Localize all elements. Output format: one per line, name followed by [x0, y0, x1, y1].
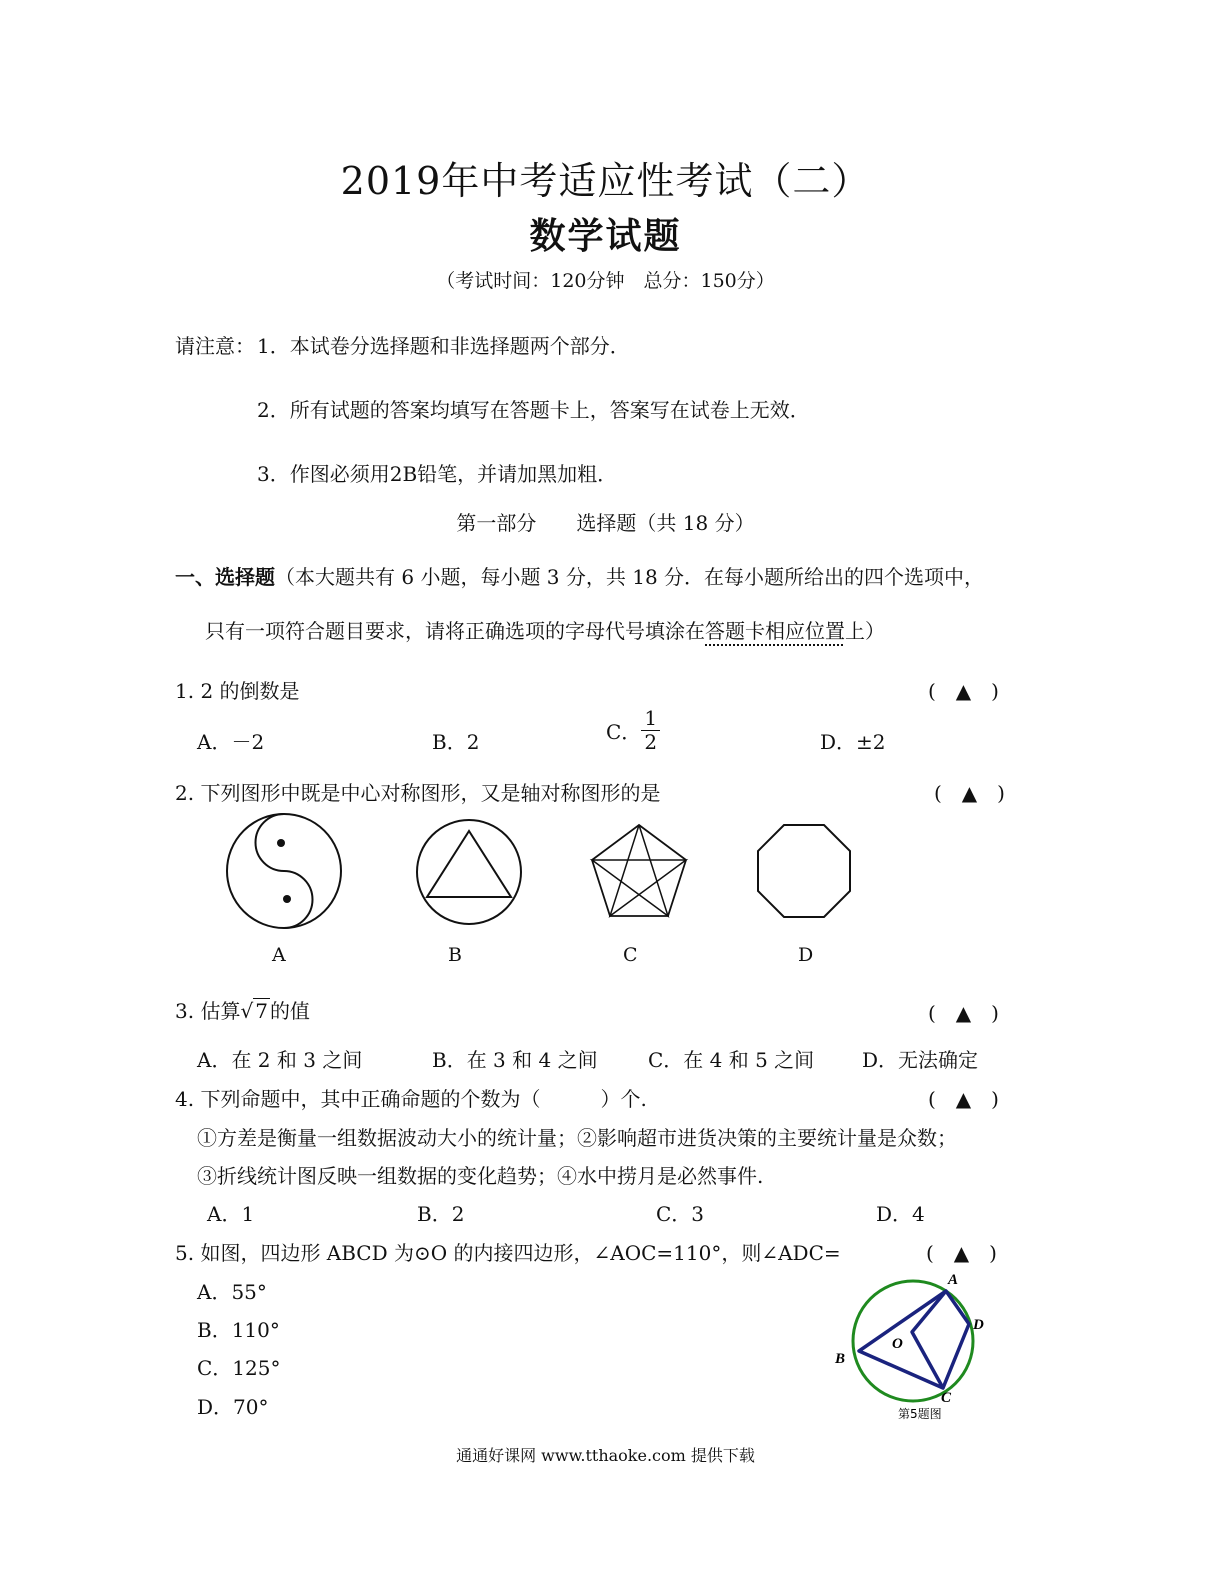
q4-option-d: D．4 — [876, 1202, 925, 1226]
q3-option-d: D．无法确定 — [862, 1048, 979, 1072]
q4-option-a: A．1 — [207, 1202, 255, 1226]
note-2: 2．所有试题的答案均填写在答题卡上，答案写在试卷上无效． — [257, 398, 810, 422]
exam-info: （考试时间：120分钟 总分：150分） — [436, 270, 775, 292]
page-footer: 通通好课网 www.tthaoke.com 提供下载 — [456, 1446, 755, 1465]
q5-stem: 5. 如图，四边形 ABCD 为⊙O 的内接四边形，∠AOC=110°，则∠ADC= — [175, 1241, 841, 1265]
section-instructions-2b: 答题卡相应位置 — [705, 619, 845, 643]
exam-subtitle: 数学试题 — [529, 215, 682, 257]
note-3: 3．作图必须用2B铅笔，并请加黑加粗． — [257, 462, 618, 486]
section-instructions-2a: 只有一项符合题目要求，请将正确选项的字母代号填涂在 — [205, 619, 705, 643]
q1-fraction-numerator: 1 — [641, 708, 660, 731]
q2-label-b: B — [448, 944, 462, 966]
q3-answer-paren: ( ▲ ) — [928, 1001, 999, 1025]
q2-label-d: D — [798, 944, 814, 966]
section-heading: 一、选择题 — [175, 565, 275, 589]
q3-option-b: B．在 3 和 4 之间 — [432, 1048, 598, 1072]
notes-prefix: 请注意： — [175, 334, 255, 358]
q3-option-c: C．在 4 和 5 之间 — [648, 1048, 815, 1072]
section-instructions-1: （本大题共有 6 小题，每小题 3 分，共 18 分．在每小题所给出的四个选项中， — [275, 565, 985, 589]
q2-label-c: C — [623, 944, 638, 966]
q5-label-c: C — [941, 1390, 952, 1406]
q2-answer-paren: ( ▲ ) — [934, 781, 1005, 805]
q2-figure-b-triangle-circle — [414, 817, 524, 927]
q4-stem: 4. 下列命题中，其中正确命题的个数为（ ）个. — [175, 1087, 647, 1111]
part-heading: 第一部分 选择题（共 18 分） — [456, 511, 755, 535]
q5-label-d: D — [973, 1317, 984, 1333]
q3-stem — [175, 995, 310, 1024]
q5-option-b: B．110° — [197, 1318, 280, 1342]
q2-figure-d-octagon — [756, 823, 852, 919]
q5-radii-oa-oc — [912, 1291, 946, 1388]
q1-fraction — [641, 708, 660, 753]
section-instructions-2c: 上） — [845, 619, 885, 643]
q1-option-a: A．－2 — [197, 730, 265, 754]
q4-answer-paren: ( ▲ ) — [928, 1087, 999, 1111]
q1-option-b: B．2 — [432, 730, 480, 754]
note-1: 1．本试卷分选择题和非选择题两个部分． — [257, 334, 630, 358]
q5-option-d: D．70° — [197, 1395, 269, 1419]
q5-option-c: C．125° — [197, 1356, 281, 1380]
q3-sqrt: √ 7 — [240, 999, 268, 1023]
q5-label-b: B — [835, 1351, 846, 1367]
q4-statement-line1: ①方差是衡量一组数据波动大小的统计量；②影响超市进货决策的主要统计量是众数； — [197, 1126, 957, 1150]
q3-stem-prefix: 3. 估算 — [175, 999, 241, 1023]
q1-fraction-denominator: 2 — [644, 730, 658, 754]
q1-option-d: D．±2 — [820, 730, 886, 754]
section-instructions-line1 — [175, 561, 984, 590]
q5-answer-paren: ( ▲ ) — [926, 1241, 997, 1265]
q1-stem: 1. 2 的倒数是 — [175, 679, 300, 703]
q2-figure-c-pentagram — [589, 820, 689, 920]
q5-quadrilateral-abcd — [859, 1291, 969, 1388]
q5-option-a: A．55° — [197, 1280, 267, 1304]
q5-label-o: O — [892, 1336, 903, 1352]
q1-option-c-prefix: C． — [606, 720, 642, 744]
q2-figure-a-yinyang — [224, 812, 344, 932]
q3-stem-suffix: 的值 — [269, 999, 310, 1023]
exam-title: 2019年中考适应性考试（二） — [340, 159, 871, 203]
q5-label-a: A — [948, 1272, 959, 1288]
q3-radicand: 7 — [255, 999, 268, 1023]
q1-option-c — [606, 708, 660, 753]
q5-figure-caption: 第5题图 — [898, 1407, 942, 1421]
q2-stem: 2. 下列图形中既是中心对称图形，又是轴对称图形的是 — [175, 781, 661, 805]
q4-option-b: B．2 — [417, 1202, 465, 1226]
q1-answer-paren: ( ▲ ) — [928, 679, 999, 703]
q4-statement-line2: ③折线统计图反映一组数据的变化趋势；④水中捞月是必然事件. — [197, 1164, 764, 1188]
q5-figure — [832, 1268, 992, 1428]
q3-option-a: A．在 2 和 3 之间 — [197, 1048, 363, 1072]
q2-label-a: A — [272, 944, 286, 966]
q4-option-c: C．3 — [656, 1202, 705, 1226]
section-instructions-line2 — [205, 615, 885, 644]
